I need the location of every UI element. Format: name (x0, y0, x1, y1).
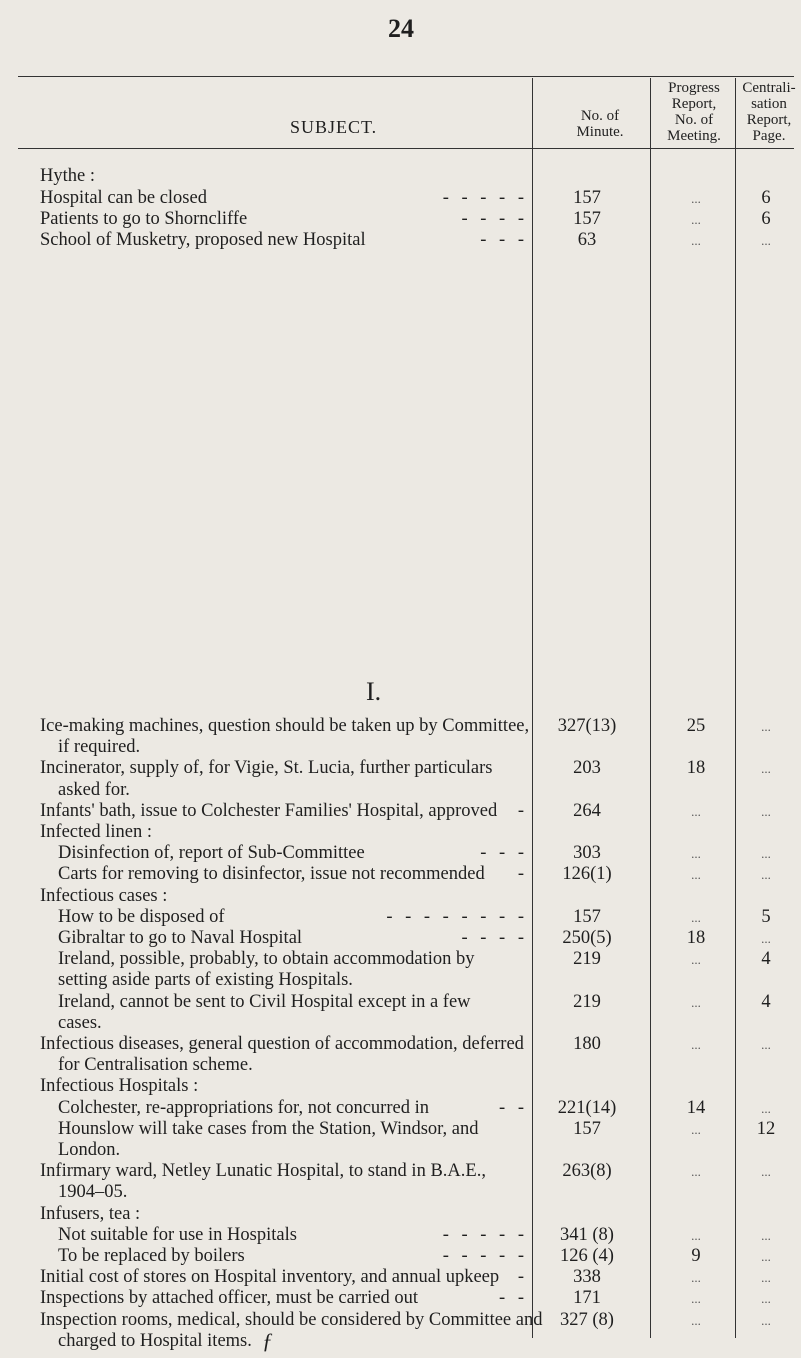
entry-text: 1904–05. (58, 1182, 128, 1203)
entry-text: London. (58, 1140, 121, 1160)
entry-text: Ireland, possible, probably, to obtain accommodation by (58, 949, 475, 970)
index-entry (0, 1267, 801, 1288)
entry-text: Hounslow will take cases from the Station, Windsor, and (58, 1118, 479, 1139)
index-entry (0, 1119, 801, 1140)
minute-cell: 341 (8) (560, 1224, 614, 1245)
progress-cell: ... (691, 803, 701, 819)
progress-cell: ... (691, 867, 701, 883)
progress-cell: 14 (686, 1097, 706, 1118)
index-entry (0, 1140, 801, 1161)
page-cell: ... (761, 1291, 771, 1307)
index-entry (0, 230, 801, 251)
progress-cell: ... (691, 909, 701, 925)
index-entry (0, 758, 801, 779)
minute-cell: 157 (573, 188, 601, 208)
minute-cell: 157 (573, 906, 601, 927)
index-entry (0, 188, 801, 209)
index-entry (0, 1055, 801, 1076)
minute-cell: 126 (4) (560, 1246, 614, 1266)
progress-cell: 18 (686, 928, 706, 948)
minute-cell: 338 (573, 1267, 601, 1288)
index-entry (0, 822, 801, 843)
entry-text: Colchester, re-appropriations for, not concurred in (58, 1097, 429, 1118)
page-cell: ... (761, 761, 771, 777)
minute-cell: 263(8) (562, 1161, 612, 1182)
minute-cell: 126(1) (562, 864, 612, 885)
index-entry (0, 907, 801, 928)
index-entry (0, 928, 801, 949)
entry-text: Infected linen : (40, 822, 152, 842)
entry-text: Not suitable for use in Hospitals (58, 1224, 297, 1245)
section-heading-hythe: Hythe : (40, 166, 95, 186)
progress-cell: ... (691, 994, 701, 1010)
progress-cell: ... (691, 233, 701, 248)
leader-dashes: - - - - - (442, 1246, 528, 1266)
progress-cell: ... (691, 1037, 701, 1052)
leader-dashes: - (517, 800, 528, 821)
progress-cell: ... (691, 1312, 701, 1328)
page-cell: ... (761, 1312, 771, 1328)
entry-text: cases. (58, 1012, 102, 1033)
minute-cell: 250(5) (562, 928, 612, 948)
index-entry (0, 1098, 801, 1119)
progress-cell: 9 (691, 1246, 701, 1266)
entry-text: Patients to go to Shorncliffe (40, 209, 248, 229)
leader-dashes: - - - - (461, 209, 528, 229)
entry-text: Gibraltar to go to Naval Hospital (58, 928, 303, 948)
entry-text: Inspection rooms, medical, should be considered by Committee and (40, 1309, 543, 1330)
page-cell: 5 (761, 906, 771, 927)
minute-column-header: No. of Minute. (576, 108, 624, 140)
progress-cell: ... (691, 1270, 701, 1286)
leader-dashes: - - - (480, 843, 528, 864)
minute-cell: 219 (573, 949, 601, 970)
leader-dashes: - - - - - - - - (386, 906, 528, 927)
index-entry (0, 1331, 801, 1352)
leader-dashes: - - - - - (442, 1224, 528, 1245)
minute-cell: 221(14) (557, 1097, 617, 1118)
index-entry (0, 1161, 801, 1182)
entry-text: for Centralisation scheme. (58, 1055, 253, 1076)
leader-dashes: - - (499, 1288, 528, 1309)
entry-text: Infectious diseases, general question of accommodation, deferred (40, 1034, 524, 1054)
progress-cell: ... (691, 212, 701, 227)
entry-text: Infectious cases : (40, 885, 168, 906)
minute-cell: 327 (8) (560, 1309, 614, 1330)
entry-text: School of Musketry, proposed new Hospital (40, 230, 366, 250)
page-cell: ... (761, 1227, 771, 1243)
page-cell: 6 (761, 209, 771, 229)
index-entry (0, 1310, 801, 1331)
index-entry (0, 992, 801, 1013)
progress-cell: ... (691, 191, 701, 206)
index-entry (0, 1225, 801, 1246)
index-entry (0, 737, 801, 758)
entry-text: charged to Hospital items. (58, 1330, 252, 1351)
leader-dashes: - (517, 1267, 528, 1288)
progress-cell: ... (691, 1291, 701, 1307)
page-cell: 4 (761, 991, 771, 1012)
margin-mark: ƒ (262, 1328, 273, 1353)
page-cell: 6 (761, 188, 771, 208)
page-cell: ... (761, 803, 771, 819)
entry-text: asked for. (58, 779, 130, 800)
leader-dashes: - - - (480, 230, 528, 250)
progress-cell: ... (691, 846, 701, 862)
page-cell: ... (761, 867, 771, 883)
index-entry (0, 970, 801, 991)
entry-text: setting aside parts of existing Hospitals. (58, 970, 353, 991)
minute-cell: 157 (573, 1118, 601, 1139)
entry-text: Initial cost of stores on Hospital inventory, and annual upkeep (40, 1267, 500, 1288)
entry-text: Disinfection of, report of Sub-Committee (58, 843, 365, 864)
progress-cell: ... (691, 952, 701, 968)
entry-text: Inspections by attached officer, must be carried out (40, 1288, 419, 1309)
page-cell: ... (761, 1100, 771, 1116)
index-entry (0, 886, 801, 907)
index-entry (0, 780, 801, 801)
entry-text: To be replaced by boilers (58, 1246, 245, 1266)
page-number: 24 (388, 14, 414, 43)
leader-dashes: - (517, 864, 528, 885)
page-cell: ... (761, 1249, 771, 1264)
subject-header: SUBJECT. (290, 117, 378, 137)
entry-text: Incinerator, supply of, for Vigie, St. Lucia, further particulars (40, 758, 493, 779)
index-entry (0, 949, 801, 970)
page-cell: 12 (756, 1118, 776, 1139)
minute-cell: 264 (573, 800, 601, 821)
minute-cell: 180 (573, 1034, 601, 1054)
entry-text: Ice-making machines, question should be taken up by Committee, (40, 716, 530, 736)
progress-cell: ... (691, 1164, 701, 1180)
progress-column-header: Progress Report, No. of Meeting. (667, 80, 721, 144)
minute-cell: 219 (573, 991, 601, 1012)
index-entry (0, 209, 801, 230)
minute-cell: 171 (573, 1288, 601, 1309)
header-top-rule (18, 76, 794, 77)
minute-cell: 63 (577, 230, 597, 250)
entry-text: Infusers, tea : (40, 1203, 141, 1224)
entry-text: Infectious Hospitals : (40, 1076, 199, 1097)
entry-text: if required. (58, 737, 141, 758)
leader-dashes: - - - - (461, 928, 528, 948)
leader-dashes: - - - - - (442, 188, 528, 208)
progress-cell: ... (691, 1227, 701, 1243)
entry-text: How to be disposed of (58, 906, 225, 927)
progress-cell: 18 (686, 758, 706, 779)
section-letter-i: I. (366, 677, 382, 706)
entry-text: Ireland, cannot be sent to Civil Hospital except in a few (58, 991, 471, 1012)
index-entry (0, 1034, 801, 1055)
minute-cell: 157 (573, 209, 601, 229)
minute-cell: 203 (573, 758, 601, 779)
entry-text: Carts for removing to disinfector, issue not recommended (58, 864, 485, 885)
page-cell: ... (761, 1270, 771, 1286)
progress-cell: ... (691, 1121, 701, 1137)
index-entry (0, 1076, 801, 1097)
index-entry (0, 1182, 801, 1203)
index-entry (0, 864, 801, 885)
header-bottom-rule (18, 148, 794, 149)
page-cell: ... (761, 233, 771, 248)
page-cell: ... (761, 931, 771, 946)
index-entry (0, 1288, 801, 1309)
index-entry (0, 801, 801, 822)
entry-text: Infants' bath, issue to Colchester Families' Hospital, approved (40, 800, 498, 821)
index-entry (0, 1013, 801, 1034)
index-entry (0, 716, 801, 737)
minute-cell: 327(13) (557, 716, 617, 736)
page-cell: 4 (761, 949, 771, 970)
index-entry (0, 843, 801, 864)
minute-cell: 303 (573, 843, 601, 864)
page-cell: ... (761, 846, 771, 862)
index-entry (0, 1246, 801, 1267)
leader-dashes: - - (499, 1097, 528, 1118)
index-entry (0, 1204, 801, 1225)
entry-text: Hospital can be closed (40, 188, 207, 208)
entry-text: Infirmary ward, Netley Lunatic Hospital, to stand in B.A.E., (40, 1161, 486, 1182)
page-cell: ... (761, 1164, 771, 1180)
page-cell: ... (761, 719, 771, 734)
centralisation-column-header: Centrali- sation Report, Page. (742, 80, 796, 144)
progress-cell: 25 (686, 716, 706, 736)
page-cell: ... (761, 1037, 771, 1052)
